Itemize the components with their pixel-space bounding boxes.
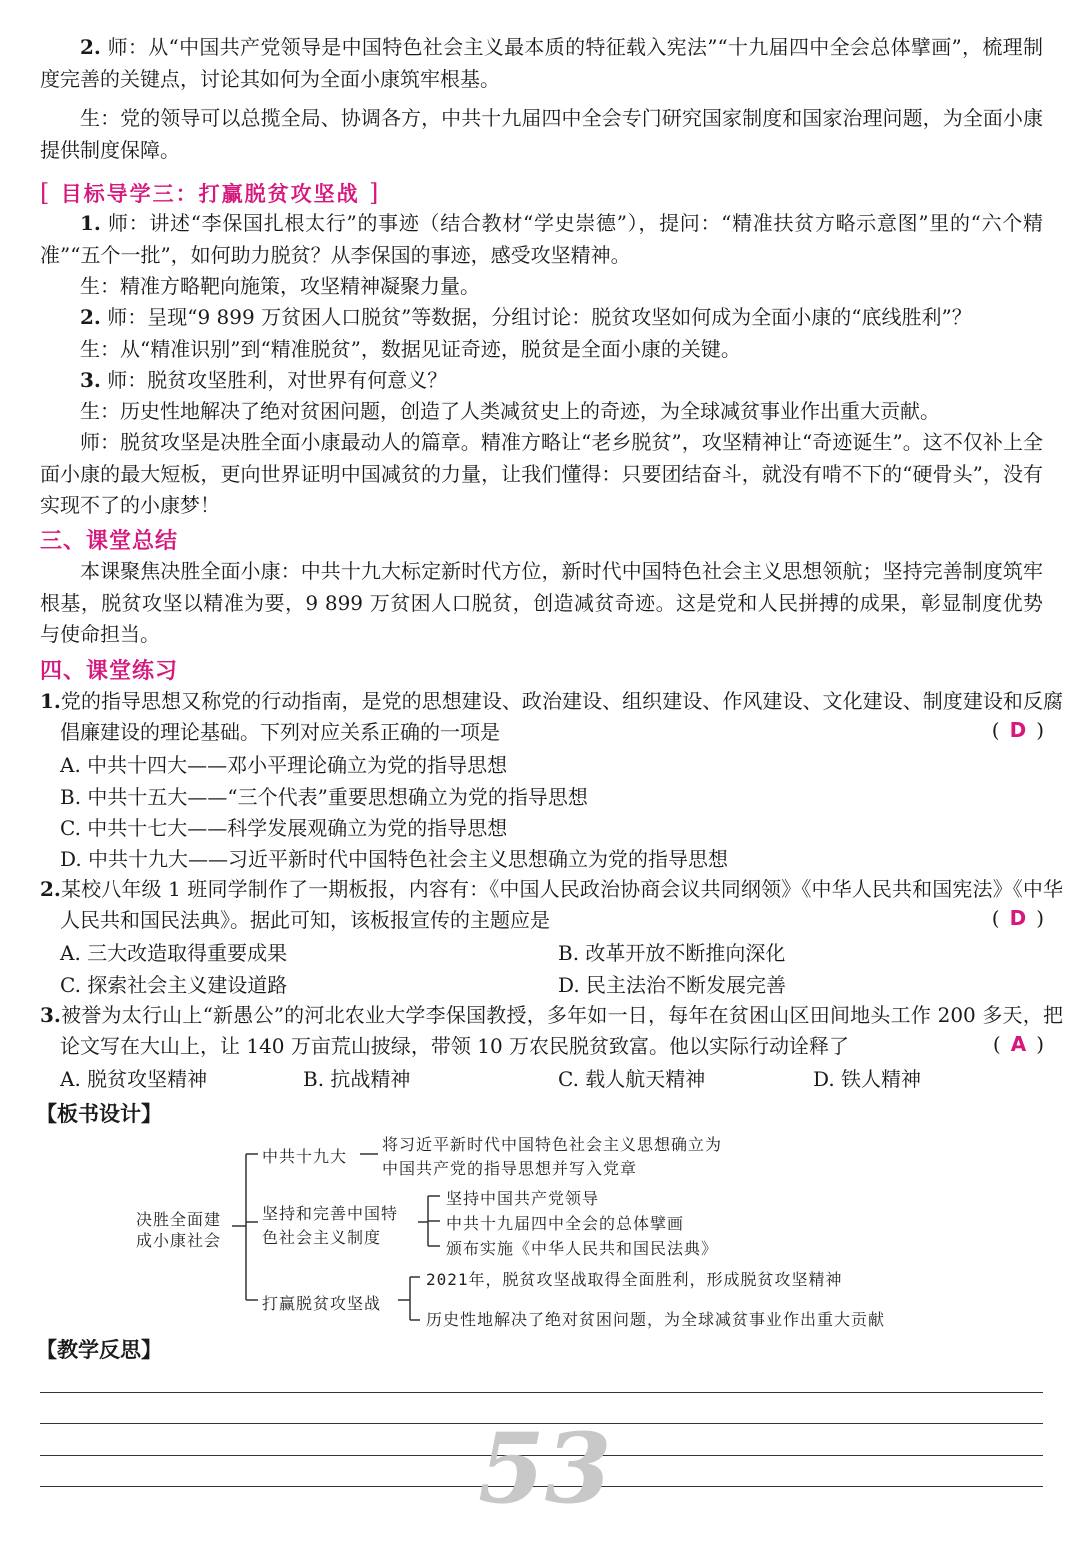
board-branch-1-text-1: 将习近平新时代中国特色社会主义思想确立为 xyxy=(382,1135,723,1154)
item-number: 3. xyxy=(80,368,101,392)
line-text: 师：讲述“李保国扎根太行”的事迹（结合教材“学史崇德”），提问：“精准扶贫方略示意图”里的“六个精准”“五个一批”，如何助力脱贫？从李保国的事迹，感受攻坚精神。 xyxy=(40,211,1043,267)
board-branch-2-item-2: 中共十九届四中全会的总体擘画 xyxy=(446,1214,685,1233)
q3-option-b: B. 抗战精神 xyxy=(303,1067,411,1091)
item-number: 2. xyxy=(80,35,101,59)
board-design-heading: 【板书设计】 xyxy=(36,1102,162,1126)
line-text: 师：呈现“9 899 万贫困人口脱贫”等数据，分组讨论：脱贫攻坚如何成为全面小康的“底线胜利”？ xyxy=(107,305,972,329)
board-branch-2-item-3: 颁布实施《中华人民共和国民法典》 xyxy=(446,1239,719,1258)
question-stem: 某校八年级 1 班同学制作了一期板报，内容有：《中国人民政治协商会议共同纲领》《中华人民共和国宪法》《中华人民共和国民法典》。据此可知，该板报宣传的主题应是 xyxy=(60,877,1063,932)
student-paragraph: 生：党的领导可以总揽全局、协调各方，中共十九届四中全会专门研究国家制度和国家治理问题，为全面小康提供制度保障。 xyxy=(40,106,1043,162)
item-number: 2. xyxy=(80,305,101,329)
board-branch-2-label-2: 色社会主义制度 xyxy=(262,1228,382,1247)
answer-letter: A xyxy=(1010,1032,1027,1056)
goal-three-heading: [ 目标导学三：打赢脱贫攻坚战 ] xyxy=(40,179,381,207)
writing-line xyxy=(40,1392,1043,1393)
q3-option-a: A. 脱贫攻坚精神 xyxy=(60,1067,208,1091)
board-root-line-2: 成小康社会 xyxy=(136,1231,222,1250)
answer-1: ( D ) xyxy=(991,718,1044,742)
goal3-line-7: 师：脱贫攻坚是决胜全面小康最动人的篇章。精准方略让“老乡脱贫”，攻坚精神让“奇迹诞生”。这不仅补上全面小康的最大短板，更向世界证明中国减贫的力量，让我们懂得：只要团结奋斗，就没有啃不下的“硬骨头”，没有实现不了的小康梦！ xyxy=(40,430,1043,517)
answer-letter: D xyxy=(1009,718,1027,742)
q1-option-a: A. 中共十四大——邓小平理论确立为党的指导思想 xyxy=(60,753,508,777)
goal3-line-4: 生：从“精准识别”到“精准脱贫”，数据见证奇迹，脱贫是全面小康的关键。 xyxy=(80,337,741,361)
goal3-line-6: 生：历史性地解决了绝对贫困问题，创造了人类减贫史上的奇迹，为全球减贫事业作出重大贡献。 xyxy=(80,399,940,423)
q1-option-c: C. 中共十七大——科学发展观确立为党的指导思想 xyxy=(60,816,508,840)
reflection-heading: 【教学反思】 xyxy=(36,1338,162,1362)
board-branch-1-text-2: 中国共产党的指导思想并写入党章 xyxy=(382,1159,638,1178)
answer-letter: D xyxy=(1009,906,1027,930)
question-stem: 党的指导思想又称党的行动指南，是党的思想建设、政治建设、组织建设、作风建设、文化建设、制度建设和反腐倡廉建设的理论基础。下列对应关系正确的一项是 xyxy=(60,689,1063,744)
line-text: 师：脱贫攻坚胜利，对世界有何意义？ xyxy=(107,368,448,392)
board-branch-3-label: 打赢脱贫攻坚战 xyxy=(262,1294,382,1313)
summary-text: 本课聚焦决胜全面小康：中共十九大标定新时代方位，新时代中国特色社会主义思想领航；坚持完善制度筑牢根基，脱贫攻坚以精准为要，9 899 万贫困人口脱贫，创造减贫奇迹。这是党和人民拼搏的成果，彰显制度优势与使命担当。 xyxy=(40,559,1043,646)
board-root-line-1: 决胜全面建 xyxy=(136,1210,222,1229)
board-branch-2-label-1: 坚持和完善中国特 xyxy=(262,1204,399,1223)
board-branch-3-item-1: 2021年，脱贫攻坚战取得全面胜利，形成脱贫攻坚精神 xyxy=(426,1270,843,1289)
goal-three-title: 目标导学三：打赢脱贫攻坚战 xyxy=(60,181,360,206)
board-branch-2-item-1: 坚持中国共产党领导 xyxy=(446,1189,600,1208)
q2-option-a: A. 三大改造取得重要成果 xyxy=(60,941,288,965)
answer-2: ( D ) xyxy=(991,906,1044,930)
q2-option-b: B. 改革开放不断推向深化 xyxy=(558,941,786,965)
q1-option-b: B. 中共十五大——“三个代表”重要思想确立为党的指导思想 xyxy=(60,785,588,809)
q2-option-d: D. 民主法治不断发展完善 xyxy=(558,973,787,997)
q2-option-c: C. 探索社会主义建设道路 xyxy=(60,973,288,997)
question-number: 2. xyxy=(40,877,61,901)
question-number: 1. xyxy=(40,689,61,713)
q1-option-d: D. 中共十九大——习近平新时代中国特色社会主义思想确立为党的指导思想 xyxy=(60,847,729,871)
question-number: 3. xyxy=(40,1003,61,1027)
question-stem: 被誉为太行山上“新愚公”的河北农业大学李保国教授，多年如一日，每年在贫困山区田间地头工作 200 多天，把论文写在大山上，让 140 万亩荒山披绿，带领 10 万农民脱贫致富。他以实际行动诠释了 xyxy=(60,1003,1063,1058)
q3-option-d: D. 铁人精神 xyxy=(813,1067,922,1091)
item-number: 1. xyxy=(80,211,101,235)
practice-heading: 四、课堂练习 xyxy=(40,659,179,684)
page-number: 53 xyxy=(478,1412,612,1525)
q3-option-c: C. 载人航天精神 xyxy=(558,1067,706,1091)
goal3-line-2: 生：精准方略靶向施策，攻坚精神凝聚力量。 xyxy=(80,274,480,298)
summary-heading: 三、课堂总结 xyxy=(40,529,179,554)
answer-3: ( A ) xyxy=(992,1032,1044,1056)
paragraph-text: 师：从“中国共产党领导是中国特色社会主义最本质的特征载入宪法”“十九届四中全会总体擘画”，梳理制度完善的关键点，讨论其如何为全面小康筑牢根基。 xyxy=(40,35,1044,91)
board-branch-1-label: 中共十九大 xyxy=(262,1147,348,1166)
board-branch-3-item-2: 历史性地解决了绝对贫困问题，为全球减贫事业作出重大贡献 xyxy=(426,1310,886,1329)
